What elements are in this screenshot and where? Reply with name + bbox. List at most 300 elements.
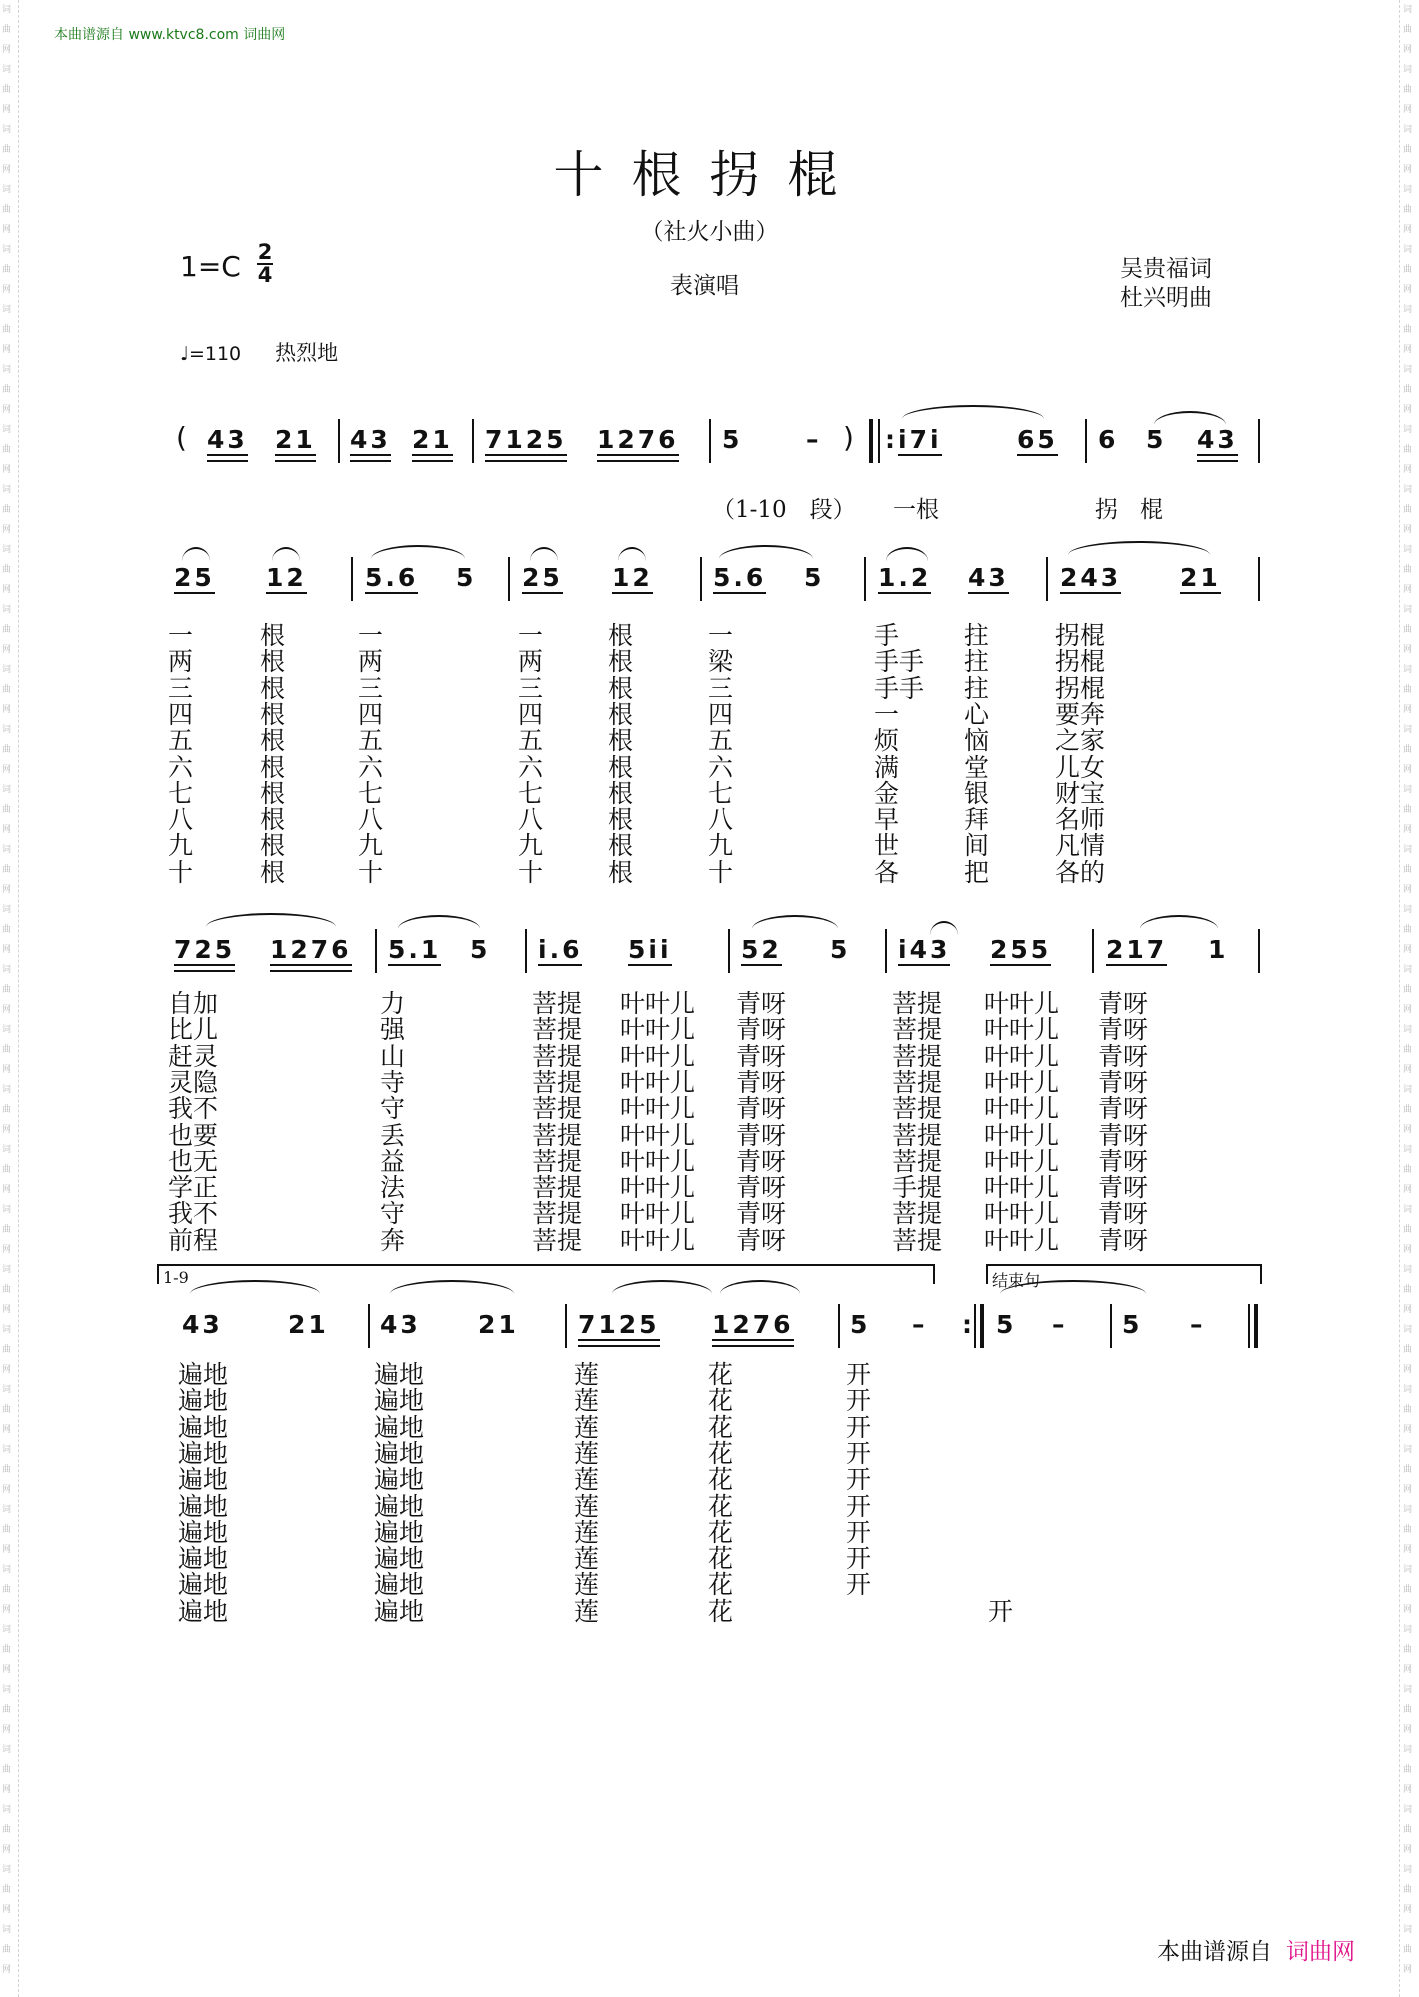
lyric-word: 根 — [260, 621, 286, 650]
slur — [719, 545, 813, 559]
lyric-word: 叶叶儿 — [620, 1120, 696, 1150]
lyric-word: 叶叶儿 — [984, 1067, 1060, 1097]
note-dash: – — [806, 425, 822, 454]
lyric-word: 三 — [518, 673, 544, 703]
slur — [930, 921, 958, 935]
volta-first-ending: 1-9 — [157, 1264, 935, 1284]
note-group: 7125 — [578, 1310, 660, 1339]
lyric-word: 菩提 — [892, 989, 943, 1018]
lyric-word: 青呀 — [1098, 1225, 1149, 1255]
lyric-word: 花 — [708, 1517, 734, 1547]
lyric-word: 菩提 — [892, 1199, 943, 1229]
lyric-word: 灵隐 — [168, 1067, 219, 1097]
lyric-word: 青呀 — [736, 1173, 787, 1203]
note: 5 — [1122, 1310, 1143, 1339]
lyric-word: 四 — [358, 699, 384, 729]
lyric-word: 满 — [874, 752, 900, 782]
slur — [371, 545, 465, 559]
lyric-word: 根 — [608, 778, 634, 808]
lyric-word: 青呀 — [1098, 1146, 1149, 1176]
lyric-word: 十 — [358, 857, 384, 887]
lyric-word: 遍地 — [374, 1386, 425, 1416]
lyric-word: 青呀 — [1098, 1067, 1149, 1097]
lyric-word: 叶叶儿 — [984, 1225, 1060, 1255]
lyric-word: 根 — [608, 673, 634, 703]
lyric-word: 花 — [708, 1386, 734, 1416]
lyric-word: 山 — [380, 1041, 406, 1071]
lyric-word: 青呀 — [736, 1120, 787, 1150]
lyricist: 吴贵福词 — [1120, 256, 1212, 282]
lyric-word: 青呀 — [1098, 1173, 1149, 1203]
lyric-word: 莲 — [574, 1465, 600, 1495]
slur — [182, 547, 210, 561]
lyric-word: 也要 — [168, 1120, 219, 1150]
note: 6 — [1098, 425, 1119, 454]
note: 5 — [996, 1310, 1017, 1339]
barline — [1110, 1304, 1112, 1348]
slur — [1068, 541, 1210, 555]
note-dash: – — [1190, 1310, 1206, 1339]
note-group: 43 — [207, 425, 248, 454]
lyric-word: 自加 — [168, 989, 219, 1018]
note-group: 5ii — [628, 935, 672, 964]
lyric-word: 两 — [168, 647, 194, 677]
barline — [709, 419, 711, 463]
lyric-word: 青呀 — [736, 989, 787, 1018]
lyric-word: 遍地 — [178, 1570, 229, 1600]
lyric-word: 三 — [168, 673, 194, 703]
tempo-mark: ♩=110 — [180, 343, 242, 365]
barline — [508, 557, 510, 601]
note-group: 255 — [990, 935, 1052, 964]
lyric-word: 间 — [964, 831, 990, 861]
note-group: i43 — [898, 935, 951, 964]
lyric-word: 九 — [168, 831, 194, 861]
lyric-word: 根 — [260, 647, 286, 677]
note-group: 725 — [174, 935, 236, 964]
repeat-end-thick — [980, 1304, 984, 1348]
note-group: 217 — [1106, 935, 1168, 964]
lyric-word: 叶叶儿 — [984, 1199, 1060, 1229]
song-subtitle: （社火小曲） — [640, 219, 779, 245]
lyric-word: 遍地 — [178, 1412, 229, 1442]
right-watermark-strip: 词 曲 网 词 曲 网 词 曲 网 词 曲 网 词 曲 网 词 曲 网 词 曲 网 词 曲 网 词 曲 网 词 曲 网 词 曲 网 词 曲 网 词 曲 网 词 曲 网 词 曲 网 词 曲 网 词 曲 网 词 曲 网 词 曲 网 词 曲 网 词 曲 网 词 曲 网 词 曲 网 词 曲 网 词 曲 网 词 曲 网 词 曲 网 词 曲 网 词 曲 网 词 曲 网 词 曲 网 词 曲 网 词 曲 网 — [1403, 5, 1413, 1975]
credits — [1120, 255, 1212, 313]
lyric-word: 莲 — [574, 1491, 600, 1521]
note: 5 — [470, 935, 491, 964]
lyric-word: 莲 — [574, 1544, 600, 1574]
lyric-word: 根 — [260, 752, 286, 782]
lyric-word: 五 — [708, 726, 734, 756]
lyric-word: 恼 — [964, 726, 990, 756]
lyric-word: 菩提 — [532, 1146, 583, 1176]
lyric-word: 九 — [518, 831, 544, 861]
lyric-word: 六 — [358, 752, 384, 782]
lyric-word: 根 — [260, 673, 286, 703]
note-group: 21 — [478, 1310, 519, 1339]
lyric-word: 手手 — [874, 673, 925, 703]
lyric-word: 一 — [874, 699, 900, 729]
lyric-word: 五 — [358, 726, 384, 756]
lyric-word: 根 — [608, 621, 634, 650]
lyric-word: 叶叶儿 — [620, 1041, 696, 1071]
lyric-word: 七 — [518, 778, 544, 808]
lyric-word: 四 — [518, 699, 544, 729]
repeat-dots: : — [885, 425, 898, 454]
song-title: 十根拐棍 — [553, 146, 866, 204]
lyric-word: 世 — [874, 831, 900, 861]
lyric-word: 根 — [608, 831, 634, 861]
lyric-word: 梁 — [708, 647, 734, 677]
lyric-word: 莲 — [574, 1386, 600, 1416]
lyric-word: 菩提 — [532, 1094, 583, 1124]
lyric-word: 菩提 — [532, 1199, 583, 1229]
note-group: 12 — [266, 563, 307, 592]
lyric-word: 守 — [380, 1094, 406, 1124]
note-group: 12 — [612, 563, 653, 592]
lyric-word: 花 — [708, 1570, 734, 1600]
note-group: 21 — [1180, 563, 1221, 592]
lyric-word: 赶灵 — [168, 1041, 219, 1071]
note-group: 1276 — [712, 1310, 794, 1339]
lyric-word: 一 — [168, 621, 194, 650]
lyric-word: 三 — [358, 673, 384, 703]
lyric-word: 拐棍 — [1055, 621, 1106, 650]
note-paren-open: ( — [176, 421, 190, 454]
lyric-word: 花 — [708, 1412, 734, 1442]
lyric-word: 叶叶儿 — [984, 1146, 1060, 1176]
note-group: 5.6 — [713, 563, 767, 592]
slur — [618, 547, 646, 561]
note-group: 21 — [275, 425, 316, 454]
repeat-end-dots: : — [962, 1310, 975, 1339]
lyric-word: 菩提 — [532, 1041, 583, 1071]
lyric-word: 遍地 — [178, 1465, 229, 1495]
lyric-word: 遍地 — [178, 1386, 229, 1416]
note-group: 21 — [412, 425, 453, 454]
lyric-word: 八 — [168, 805, 194, 835]
lyric-word: 要奔 — [1055, 699, 1106, 729]
lyric-word: 花 — [708, 1438, 734, 1468]
note-group: 65 — [1017, 425, 1058, 454]
lyric-word: 拄 — [964, 621, 990, 650]
lyric-word: 莲 — [574, 1360, 600, 1389]
lyric-word: 莲 — [574, 1438, 600, 1468]
slur — [272, 547, 300, 561]
lyric-word: 青呀 — [736, 1015, 787, 1045]
lyric-word: 手手 — [874, 647, 925, 677]
lyric-word: 花 — [708, 1596, 734, 1626]
lyric-word: 遍地 — [374, 1544, 425, 1574]
note: 5 — [1146, 425, 1167, 454]
lyric-word: 花 — [708, 1491, 734, 1521]
note-group: i7i — [898, 425, 942, 454]
note: 5 — [830, 935, 851, 964]
lyric-word: 开 — [846, 1465, 872, 1495]
lyric-word: 益 — [380, 1146, 406, 1176]
volta-ending-phrase: 结束句 — [986, 1264, 1262, 1284]
lyric-word: 青呀 — [1098, 989, 1149, 1018]
lyric-word: 银 — [964, 778, 990, 808]
barline — [1258, 419, 1260, 463]
lyric-word: 八 — [518, 805, 544, 835]
footer-source — [1157, 1933, 1355, 1966]
note: 5 — [722, 425, 743, 454]
lyric-word: 根 — [608, 726, 634, 756]
lyric-word: 手提 — [892, 1173, 943, 1203]
time-signature-top: 2 — [257, 240, 273, 264]
tempo-marking — [180, 337, 338, 367]
barline — [1258, 929, 1260, 973]
note: 1 — [1208, 935, 1229, 964]
slur — [902, 405, 1044, 419]
note-group: 1276 — [270, 935, 352, 964]
barline — [838, 1304, 840, 1348]
time-signature — [257, 240, 273, 287]
right-border-line — [1399, 0, 1400, 1997]
lyric-word: 六 — [518, 752, 544, 782]
barline — [472, 419, 474, 463]
lyric-word: 菩提 — [532, 1120, 583, 1150]
lyric-word: 遍地 — [374, 1596, 425, 1626]
footer-brand: 词曲网 — [1286, 1939, 1355, 1965]
lyric-word: 五 — [518, 726, 544, 756]
lyric-word: 凡情 — [1055, 831, 1106, 861]
lyric-word: 十 — [708, 857, 734, 887]
lyric-word: 开 — [846, 1544, 872, 1574]
note: 5 — [850, 1310, 871, 1339]
lyric-word: 根 — [608, 752, 634, 782]
note-dash: – — [912, 1310, 928, 1339]
note-group: 25 — [522, 563, 563, 592]
lyric-word: 遍地 — [178, 1360, 229, 1389]
lyric-word: 青呀 — [1098, 1120, 1149, 1150]
lyric-word: 莲 — [574, 1517, 600, 1547]
note: 5 — [804, 563, 825, 592]
lyric-word: 之家 — [1055, 726, 1106, 756]
lyric-word: 强 — [380, 1015, 406, 1045]
lyric-word: 菩提 — [892, 1225, 943, 1255]
lyric-word: 十 — [518, 857, 544, 887]
lyric-word: 两 — [518, 647, 544, 677]
barline — [1258, 557, 1260, 601]
lyric-word: 我不 — [168, 1094, 219, 1124]
lyric-word: 法 — [380, 1173, 406, 1203]
lyric-word: 金 — [874, 778, 900, 808]
lyric-word: 六 — [708, 752, 734, 782]
barline — [1046, 557, 1048, 601]
lyric-word: 开 — [846, 1517, 872, 1547]
lyric-word: 一 — [518, 621, 544, 650]
lyric-word: 遍地 — [374, 1465, 425, 1495]
slur — [1140, 915, 1218, 929]
note-group: 1276 — [597, 425, 679, 454]
note-group: 243 — [1060, 563, 1122, 592]
lyric-word: 七 — [708, 778, 734, 808]
note-group: 1.2 — [878, 563, 932, 592]
lyric-word: 五 — [168, 726, 194, 756]
lyric-word: 一 — [708, 621, 734, 650]
lyric-word: 八 — [708, 805, 734, 835]
lyric-word: 比儿 — [168, 1015, 219, 1045]
note-group: 43 — [350, 425, 391, 454]
lyric-word: 青呀 — [736, 1067, 787, 1097]
lyric-word: 叶叶儿 — [620, 1225, 696, 1255]
lyric-word: 烦 — [874, 726, 900, 756]
note-group: 43 — [1197, 425, 1238, 454]
lyric-word: 青呀 — [736, 1199, 787, 1229]
final-bar-thick — [1254, 1304, 1258, 1348]
note-group: 5.1 — [388, 935, 442, 964]
lyric-word: 心 — [964, 699, 990, 729]
lyric-word: 名师 — [1055, 805, 1106, 835]
lyric: 一根 — [893, 497, 939, 523]
note-group: 43 — [968, 563, 1009, 592]
slur — [1154, 411, 1226, 425]
lyric-word: 奔 — [380, 1225, 406, 1255]
lyric-word: 开 — [846, 1570, 872, 1600]
lyric-word: 开 — [846, 1491, 872, 1521]
lyric-word: 遍地 — [374, 1360, 425, 1389]
lyric-word: 各的 — [1055, 857, 1106, 887]
lyric-word: 青呀 — [1098, 1199, 1149, 1229]
lyric-word: 九 — [358, 831, 384, 861]
barline — [728, 929, 730, 973]
lyric-word: 也无 — [168, 1146, 219, 1176]
lyric-word: 叶叶儿 — [620, 1067, 696, 1097]
lyric: 拐 — [1095, 497, 1118, 523]
lyric-word: 莲 — [574, 1596, 600, 1626]
lyric-word: 菩提 — [892, 1067, 943, 1097]
lyric-word: 叶叶儿 — [620, 1094, 696, 1124]
lyric-word: 根 — [608, 647, 634, 677]
lyric-word: 八 — [358, 805, 384, 835]
lyric-word: 菩提 — [532, 1015, 583, 1045]
lyric-word: 菩提 — [532, 1173, 583, 1203]
lyric-word: 青呀 — [1098, 1094, 1149, 1124]
lyric-word: 莲 — [574, 1570, 600, 1600]
lyric-word: 寺 — [380, 1067, 406, 1097]
lyric-word: 叶叶儿 — [620, 989, 696, 1018]
left-border-line — [18, 0, 19, 1997]
lyric-word: 十 — [168, 857, 194, 887]
barline — [525, 929, 527, 973]
lyric-word: 开 — [846, 1412, 872, 1442]
lyric-word: 把 — [964, 857, 990, 887]
lyric-word: 遍地 — [178, 1517, 229, 1547]
lyric-word: 花 — [708, 1465, 734, 1495]
note-group: 7125 — [485, 425, 567, 454]
lyric-word: 手 — [874, 621, 900, 650]
slur — [886, 547, 928, 561]
note-group: 21 — [288, 1310, 329, 1339]
lyric-word: 根 — [260, 857, 286, 887]
lyric-word: 根 — [260, 699, 286, 729]
note-group: 5.6 — [365, 563, 419, 592]
lyric-word: 开 — [846, 1438, 872, 1468]
slur — [398, 915, 480, 929]
lyric-word: 各 — [874, 857, 900, 887]
lyric-word: 花 — [708, 1360, 734, 1389]
barline — [338, 419, 340, 463]
lyric-word: 遍地 — [178, 1438, 229, 1468]
lyric-word: 莲 — [574, 1412, 600, 1442]
lyric-word: 青呀 — [736, 1094, 787, 1124]
lyric-word: 七 — [358, 778, 384, 808]
lyric-word: 守 — [380, 1199, 406, 1229]
lyric-word: 四 — [168, 699, 194, 729]
note-group: 43 — [380, 1310, 421, 1339]
note-paren-close: ) — [843, 421, 857, 454]
lyric-word: 拐棍 — [1055, 673, 1106, 703]
lyric-word: 叶叶儿 — [984, 989, 1060, 1018]
note: 5 — [456, 563, 477, 592]
lyric-word: 菩提 — [892, 1094, 943, 1124]
lyric-word: 一 — [358, 621, 384, 650]
lyric-word: 菩提 — [892, 1015, 943, 1045]
lyric-word: 根 — [608, 699, 634, 729]
lyric-word: 九 — [708, 831, 734, 861]
barline — [375, 929, 377, 973]
lyric-word: 根 — [608, 805, 634, 835]
lyric-word: 遍地 — [374, 1438, 425, 1468]
lyric-word: 遍地 — [374, 1570, 425, 1600]
verse-range-note: （1-10 段） — [712, 497, 856, 523]
lyric-word: 遍地 — [178, 1596, 229, 1626]
note-group: 43 — [182, 1310, 223, 1339]
lyric-word: 青呀 — [1098, 1041, 1149, 1071]
header-source: 本曲谱源自 www.ktvc8.com 词曲网 — [54, 27, 286, 43]
lyric-word: 儿女 — [1055, 752, 1106, 782]
lyric-word: 七 — [168, 778, 194, 808]
left-watermark-strip: 词 曲 网 词 曲 网 词 曲 网 词 曲 网 词 曲 网 词 曲 网 词 曲 网 词 曲 网 词 曲 网 词 曲 网 词 曲 网 词 曲 网 词 曲 网 词 曲 网 词 曲 网 词 曲 网 词 曲 网 词 曲 网 词 曲 网 词 曲 网 词 曲 网 词 曲 网 词 曲 网 词 曲 网 词 曲 网 词 曲 网 词 曲 网 词 曲 网 词 曲 网 词 曲 网 词 曲 网 词 曲 网 词 曲 网 — [2, 5, 12, 1975]
lyric-word: 两 — [358, 647, 384, 677]
lyric-word: 力 — [380, 989, 406, 1018]
lyric-word: 遍地 — [374, 1412, 425, 1442]
lyric-word: 根 — [608, 857, 634, 887]
barline — [700, 557, 702, 601]
lyric-word: 根 — [260, 726, 286, 756]
lyric-word: 丢 — [380, 1120, 406, 1150]
note-group: 52 — [741, 935, 782, 964]
barline — [368, 1304, 370, 1348]
lyric-word: 叶叶儿 — [620, 1015, 696, 1045]
performance-style: 表演唱 — [670, 273, 739, 299]
lyric-word: 青呀 — [736, 1225, 787, 1255]
barline — [885, 929, 887, 973]
lyric-word: 遍地 — [374, 1517, 425, 1547]
time-signature-bottom: 4 — [257, 263, 273, 287]
lyric-word: 遍地 — [374, 1491, 425, 1521]
lyric-word: 叶叶儿 — [984, 1173, 1060, 1203]
lyric-word: 财宝 — [1055, 778, 1106, 808]
lyric-word: 菩提 — [892, 1041, 943, 1071]
footer-source-text: 本曲谱源自 — [1157, 1939, 1272, 1965]
lyric-word: 四 — [708, 699, 734, 729]
lyric-word: 三 — [708, 673, 734, 703]
lyric-word: 叶叶儿 — [984, 1041, 1060, 1071]
lyric-word: 前程 — [168, 1225, 219, 1255]
slur — [206, 913, 336, 927]
slur — [530, 547, 558, 561]
repeat-end-thin — [974, 1304, 976, 1348]
lyric-word: 遍地 — [178, 1544, 229, 1574]
lyric: 棍 — [1140, 497, 1163, 523]
lyric-word: 六 — [168, 752, 194, 782]
lyric-word: 拄 — [964, 673, 990, 703]
lyric-word: 拐棍 — [1055, 647, 1106, 677]
lyric-word: 叶叶儿 — [620, 1146, 696, 1176]
